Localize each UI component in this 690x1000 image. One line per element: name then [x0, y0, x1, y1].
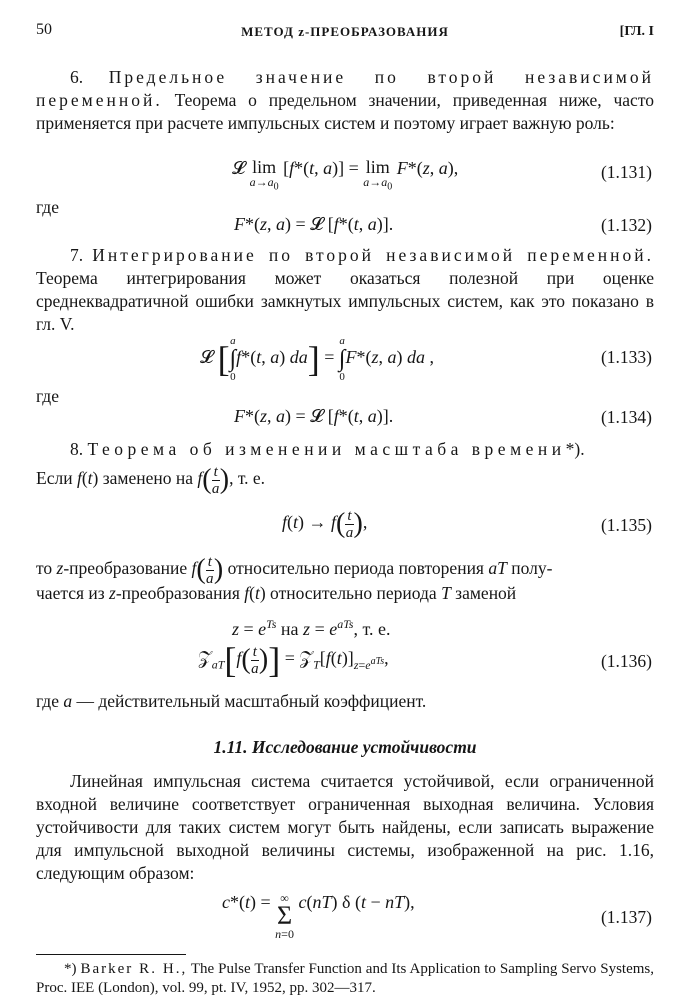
cont-f: -преобразования — [115, 583, 240, 603]
item-8-number: 8. — [70, 439, 84, 459]
item-6-number: 6. — [70, 67, 84, 87]
running-title: МЕТОД z-ПРЕОБРАЗОВАНИЯ — [241, 24, 449, 39]
sub-na: на — [280, 619, 299, 639]
item-7-paragraph — [36, 244, 654, 336]
item-8-line-2: Если f(t) заменено на f( $\frac{t}{a}$ ), т. е. — [36, 463, 266, 497]
equation-number-1-132: (1.132) — [600, 215, 652, 235]
footnote-text: The Pulse Transfer Function and Its Application to Sampling Servo Systems, Proc. IEE (London), vol. 99, pt. IV, 1952, pp. 302—317. — [36, 961, 654, 996]
cont-g: относительно периода — [270, 583, 437, 603]
item-6-paragraph — [36, 66, 654, 135]
item-7-number: 7. — [70, 245, 84, 265]
equation-number-1-134: (1.134) — [600, 407, 652, 427]
equation-number-1-135: (1.135) — [600, 515, 652, 535]
item-6-title: Предельное значение по второй независимой переменной. — [36, 67, 654, 110]
cont-e: чается из — [36, 583, 105, 603]
equation-1-134: F*(z, a) = 𝓛 [f*(t, a)]. — [234, 406, 394, 426]
substitution-line: $z = e^{Ts}$ на $z = e^{aTs}$, т. е. — [232, 617, 391, 639]
item-8-title: Теорема об изменении масштаба времени — [87, 439, 566, 459]
where-label-1: где — [36, 197, 59, 217]
equation-1-136: 𝒵$_{aT}$[f( $\frac{t}{a}$ )] = $𝒵_T[f(t)]_{z=e^{aTs}}$, — [198, 640, 389, 680]
cont-c: относительно периода повторения — [227, 558, 484, 579]
equation-1-131: 𝓛 lim $a\to a_0$ [f*(t, a)] = lim $a\to a_0$ F*(z, a), — [232, 157, 459, 193]
equation-1-132: F*(z, a) = 𝓛 [f*(t, a)]. — [234, 214, 394, 234]
equation-number-1-131: (1.131) — [600, 162, 652, 182]
footnote-rule — [36, 954, 186, 955]
item-8-title-line — [36, 438, 654, 461]
section-paragraph: Линейная импульсная система считается устойчивой, если ограниченной входной величине соответствует ограниченная выходная величина. Условия устойчивости для таких систем могут быть найдены, если записать выражение для импульсной выходной величины системы, изображенной на рис. 1.16, следующим образом: — [36, 771, 654, 883]
item-8-continuation-line-2: чается из z-преобразования f(t) относительно периода T заменой — [36, 583, 517, 603]
item-6-text: Теорема о предельном значении, приведенная ниже, часто применяется при расчете импульсных систем и поэтому играет важную роль: — [36, 90, 654, 133]
equation-1-137: c*(t) = ∞ Σ n=0 c(nT) δ (t − nT), — [222, 891, 415, 941]
item-8-line2-c: , т. е. — [229, 468, 266, 489]
cont-h: заменой — [455, 583, 517, 603]
item-8-continuation-line-1: то z-преобразование f( $\frac{t}{a}$ ) относительно периода повторения aT полу- — [36, 553, 553, 587]
equation-1-133: 𝓛 [ a ∫ 0 f*(t, a) da] = a ∫ 0 F*(z, a) da , — [200, 335, 434, 383]
where-label-2: где — [36, 386, 59, 406]
page-number: 50 — [36, 21, 52, 38]
where3-b: — действительный масштабный коэффициент. — [76, 691, 427, 711]
item-7-text: Теорема интегрирования может оказаться полезной при оценке среднеквадратичной ошибки замкнутых импульсных систем, как это показано в гл. V. — [36, 268, 654, 334]
sub-ie: , т. е. — [353, 619, 391, 639]
footnote — [36, 960, 654, 998]
item-7-title: Интегрирование по второй независимой переменной. — [92, 245, 654, 265]
cont-a: то — [36, 558, 53, 579]
footnote-mark: *) — [64, 961, 77, 977]
item-8-line2-b: заменено на — [102, 468, 193, 489]
cont-d: полу- — [511, 558, 553, 579]
footnote-author: Barker R. H., — [80, 961, 188, 977]
equation-number-1-133: (1.133) — [600, 347, 652, 367]
chapter-label: [ГЛ. I — [619, 24, 654, 39]
equation-number-1-137: (1.137) — [600, 907, 652, 927]
where-label-3: где a — действительный масштабный коэффициент. — [36, 691, 427, 711]
where3-a: где — [36, 691, 59, 711]
item-8-line2-a: Если — [36, 468, 73, 489]
item-8-footnote-mark: *). — [565, 439, 585, 459]
equation-1-135: f(t) → f( $\frac{t}{a}$ ), — [282, 507, 368, 541]
equation-number-1-136: (1.136) — [600, 651, 652, 671]
cont-b: -преобразование — [63, 558, 188, 579]
section-heading: 1.11. Исследование устойчивости — [213, 737, 477, 757]
